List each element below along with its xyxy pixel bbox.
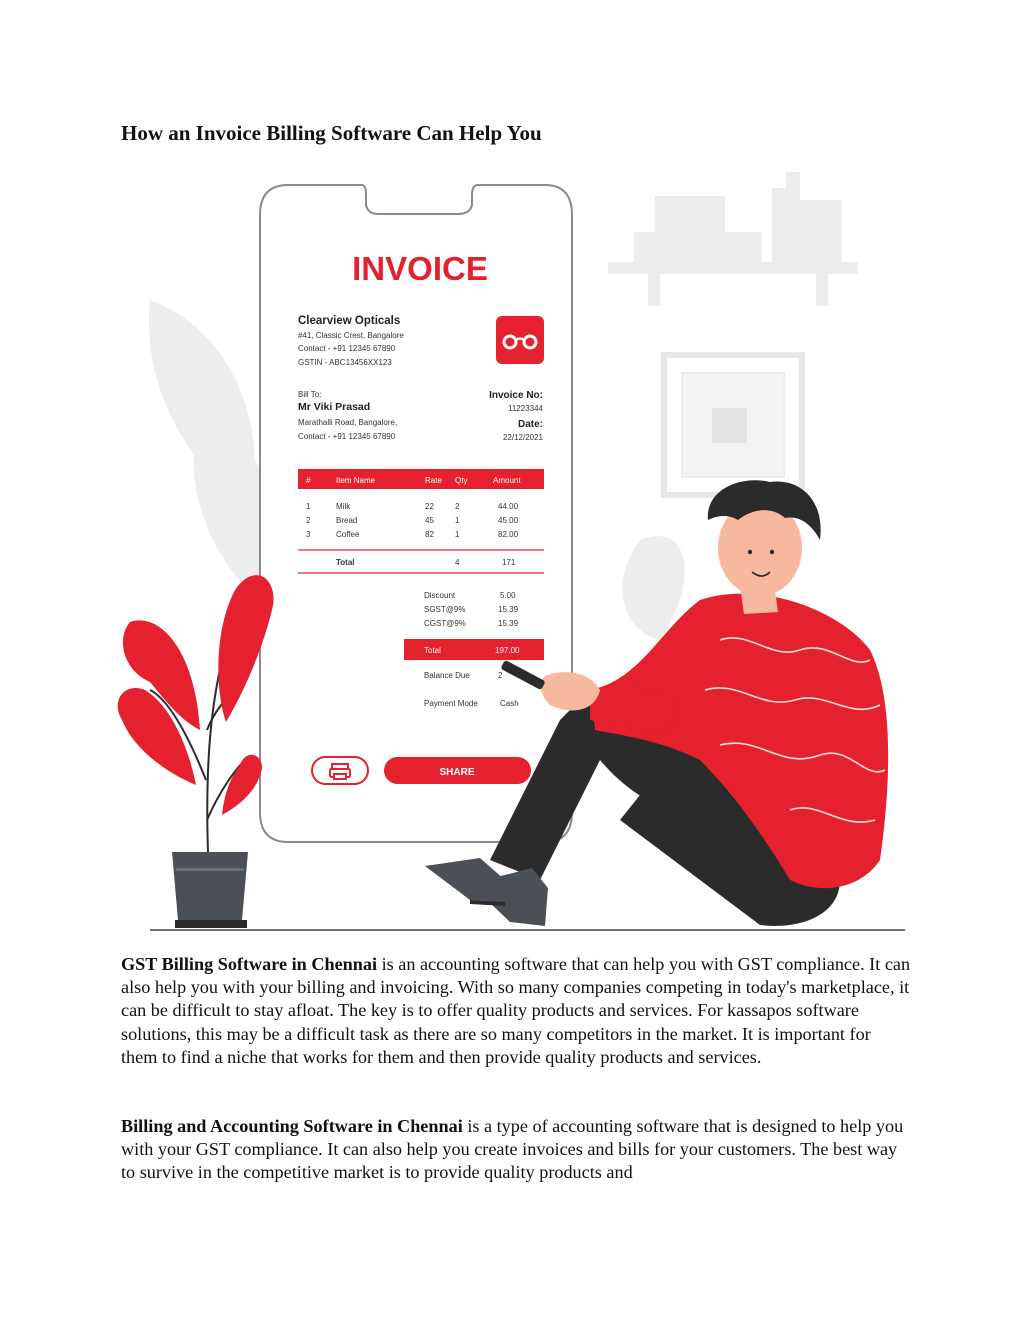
share-button-label: SHARE: [439, 767, 475, 778]
summary-value: 5.00: [500, 591, 516, 600]
paragraph-gst-billing: [121, 953, 911, 1069]
col-qty: Qty: [455, 476, 468, 485]
paragraph-billing-accounting: [121, 1115, 911, 1185]
row-item: Bread: [336, 516, 358, 525]
print-button[interactable]: [312, 757, 368, 784]
grand-total-label: Total: [424, 646, 441, 655]
summary-value: 15.39: [498, 605, 519, 614]
balance-due-value: 2: [498, 671, 503, 680]
row-amount: 45.00: [498, 516, 519, 525]
shelf-decoration: [608, 172, 858, 306]
total-row-label: Total: [336, 558, 355, 567]
row-qty: 2: [455, 502, 460, 511]
company-name: Clearview Opticals: [298, 315, 401, 327]
date-label: Date:: [517, 419, 543, 430]
col-item-name: Item Name: [336, 476, 376, 485]
grand-total-value: 197.00: [495, 646, 520, 655]
customer-contact: Contact - +91 12345 67890: [298, 432, 396, 441]
company-address: #41, Classic Crest, Bangalore: [298, 331, 404, 340]
company-contact: Contact - +91 12345 67890: [298, 344, 396, 353]
invoice-no: 11223344: [508, 404, 543, 413]
row-num: 2: [306, 516, 311, 525]
bill-to-label: Bill To:: [298, 390, 322, 399]
glasses-icon: [496, 316, 544, 364]
row-rate: 45: [425, 516, 434, 525]
col-rate: Rate: [425, 476, 442, 485]
summary-value: 15.39: [498, 619, 519, 628]
col-amount: Amount: [493, 476, 521, 485]
invoice-heading: INVOICE: [352, 250, 488, 287]
row-rate: 22: [425, 502, 434, 511]
customer-address: Marathalli Road, Bangalore,: [298, 418, 398, 427]
summary-label: SGST@9%: [424, 605, 466, 614]
row-num: 1: [306, 502, 311, 511]
invoice-illustration: [0, 160, 1024, 940]
row-amount: 44.00: [498, 502, 519, 511]
invoice-date: 22/12/2021: [502, 433, 543, 442]
row-num: 3: [306, 530, 311, 539]
share-button[interactable]: [384, 757, 531, 784]
balance-due-label: Balance Due: [424, 671, 470, 680]
col-num: #: [306, 476, 311, 485]
paragraph-body: is a type of accounting software that is designed to help you with your GST compliance. It can also help you create invoices and bills for your customers. The best way to survive in the competitive market is to provide quality products and: [121, 1116, 904, 1183]
row-qty: 1: [455, 516, 460, 525]
row-amount: 82.00: [498, 530, 519, 539]
row-qty: 1: [455, 530, 460, 539]
company-gstin: GSTIN - ABC13456XX123: [298, 358, 392, 367]
customer-name: Mr Viki Prasad: [298, 401, 371, 413]
picture-frame: [664, 355, 802, 495]
potted-plant: [118, 575, 274, 928]
row-item: Coffee: [336, 530, 360, 539]
total-row-qty: 4: [455, 558, 460, 567]
paragraph-lead: Billing and Accounting Software in Chennai: [121, 1116, 463, 1136]
paragraph-lead: GST Billing Software in Chennai: [121, 954, 378, 974]
payment-mode-label: Payment Mode: [424, 699, 478, 708]
row-item: Milk: [336, 502, 351, 511]
summary-label: Discount: [424, 591, 456, 600]
summary-label: CGST@9%: [424, 619, 466, 628]
paragraph-body: is an accounting software that can help you with GST compliance. It can also help you with your billing and invoicing. With so many companies competing in today's marketplace, it can be difficult to stay afloat. The key is to offer quality products and services. For kassapos software solutions, this may be a difficult task as there are so many competitors in the market. It is important for them to find a niche that works for them and then provide quality products and services.: [121, 954, 911, 1067]
payment-mode-value: Cash: [500, 699, 519, 708]
row-rate: 82: [425, 530, 434, 539]
page-title: How an Invoice Billing Software Can Help You: [121, 121, 542, 145]
invoice-no-label: Invoice No:: [489, 390, 543, 401]
total-row-amount: 171: [502, 558, 516, 567]
